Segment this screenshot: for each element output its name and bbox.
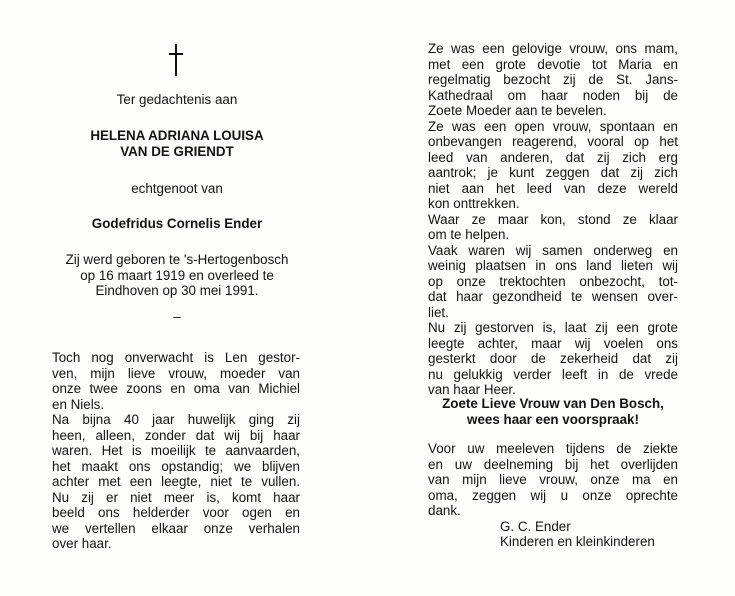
spouse-intro: echtgenoot van (131, 181, 223, 196)
text-line: en uw deelneming bij het overlijden (428, 456, 678, 472)
deceased-name-line1: HELENA ADRIANA LOUISA (90, 128, 264, 143)
text-line: van mijn lieve vrouw, onze ma en (428, 472, 678, 487)
spouse-name: Godefridus Cornelis Ender (91, 216, 263, 231)
text-line: van haar Heer. (428, 382, 516, 397)
text-line: Voor uw meeleven tijdens de ziekte (428, 441, 678, 456)
text-line: Ze was een open vrouw, spontaan en (428, 118, 678, 134)
text-line: heen, alleen, zonder dat wij bij haar (52, 427, 300, 443)
intro-text: Ter gedachtenis aan (116, 92, 238, 107)
signature-family: Kinderen en kleinkinderen (500, 534, 655, 549)
text-line: dank. (428, 503, 461, 518)
birth-line: Eindhoven op 30 mei 1991. (95, 283, 259, 298)
text-line: over haar. (52, 536, 112, 551)
text-line: we vertellen elkaar onze verhalen (52, 520, 300, 536)
deceased-name-line2: VAN DE GRIENDT (120, 144, 234, 159)
text-line: en Niels. (52, 396, 105, 412)
signature-name: G. C. Ender (500, 519, 571, 534)
text-line: niet aan het leed van deze wereld (428, 180, 678, 196)
text-line: Toch nog onverwacht is Len gestor- (52, 350, 300, 365)
text-line: oma, zeggen wij u onze oprechte (428, 487, 678, 503)
text-line: onbevangen reagerend, vooral op het (428, 134, 678, 149)
thanks-paragraph (428, 441, 678, 519)
prayer-line1: Zoete Lieve Vrouw van Den Bosch, (442, 396, 664, 411)
text-line: gesterkt door de zekerheid dat zij (428, 351, 678, 366)
text-line: Vaak waren wij samen onderweg en (428, 242, 678, 258)
text-line: liet. (428, 304, 449, 320)
text-line: nu gelukkig verder leeft in de vrede (428, 366, 678, 382)
text-line: ven, mijn lieve vrouw, moeder van (52, 365, 300, 381)
birth-line: Zij werd geboren te 's-Hertogenbosch (65, 252, 289, 267)
text-line: weinig plaatsen in ons land lieten wij (428, 258, 678, 273)
text-line: Na bijna 40 jaar huwelijk ging zij (52, 412, 300, 427)
text-line: het maakt ons opstandig; we blijven (52, 458, 300, 474)
text-line: achter met een leegte, niet te vullen. (52, 474, 300, 489)
text-line: met een grote devotie tot Maria en (428, 56, 678, 72)
text-line: beeld ons helderder voor ogen en (52, 505, 300, 520)
dash-separator: – (173, 309, 181, 324)
text-line: Ze was een gelovige vrouw, ons mam, (428, 41, 678, 56)
text-line: leed van anderen, dat zij zich erg (428, 149, 678, 165)
text-line: leegte achter, maar wij voelen ons (428, 335, 678, 351)
left-paragraph (52, 350, 300, 552)
cross-icon (168, 44, 184, 76)
birth-line: op 16 maart 1919 en overleed te (80, 267, 274, 283)
text-line: aantrok; je kunt zeggen dat zij zich (428, 165, 678, 180)
birth-death-details (44, 252, 310, 299)
text-line: onze twee zoons en oma van Michiel (52, 381, 300, 396)
text-line: Kathedraal om haar noden bij de (428, 87, 678, 103)
text-line: Nu zij er niet meer is, komt haar (52, 489, 300, 505)
text-line: Zoete Moeder aan te bevelen. (428, 103, 607, 118)
text-line: Waar ze maar kon, stond ze klaar (428, 211, 678, 227)
text-line: op onze trektochten onbezocht, tot- (428, 273, 678, 289)
text-line: dat haar gezondheid te wensen over- (428, 289, 678, 304)
text-line: om te helpen. (428, 227, 510, 242)
text-line: waren. Het is moeilijk te aanvaarden, (52, 443, 300, 458)
prayer-line2: wees haar een voorspraak! (467, 412, 639, 427)
text-line: regelmatig bezocht zij de St. Jans- (428, 72, 678, 87)
text-line: Nu zij gestorven is, laat zij een grote (428, 320, 678, 335)
right-paragraph (428, 41, 678, 398)
text-line: kon onttrekken. (428, 196, 520, 211)
